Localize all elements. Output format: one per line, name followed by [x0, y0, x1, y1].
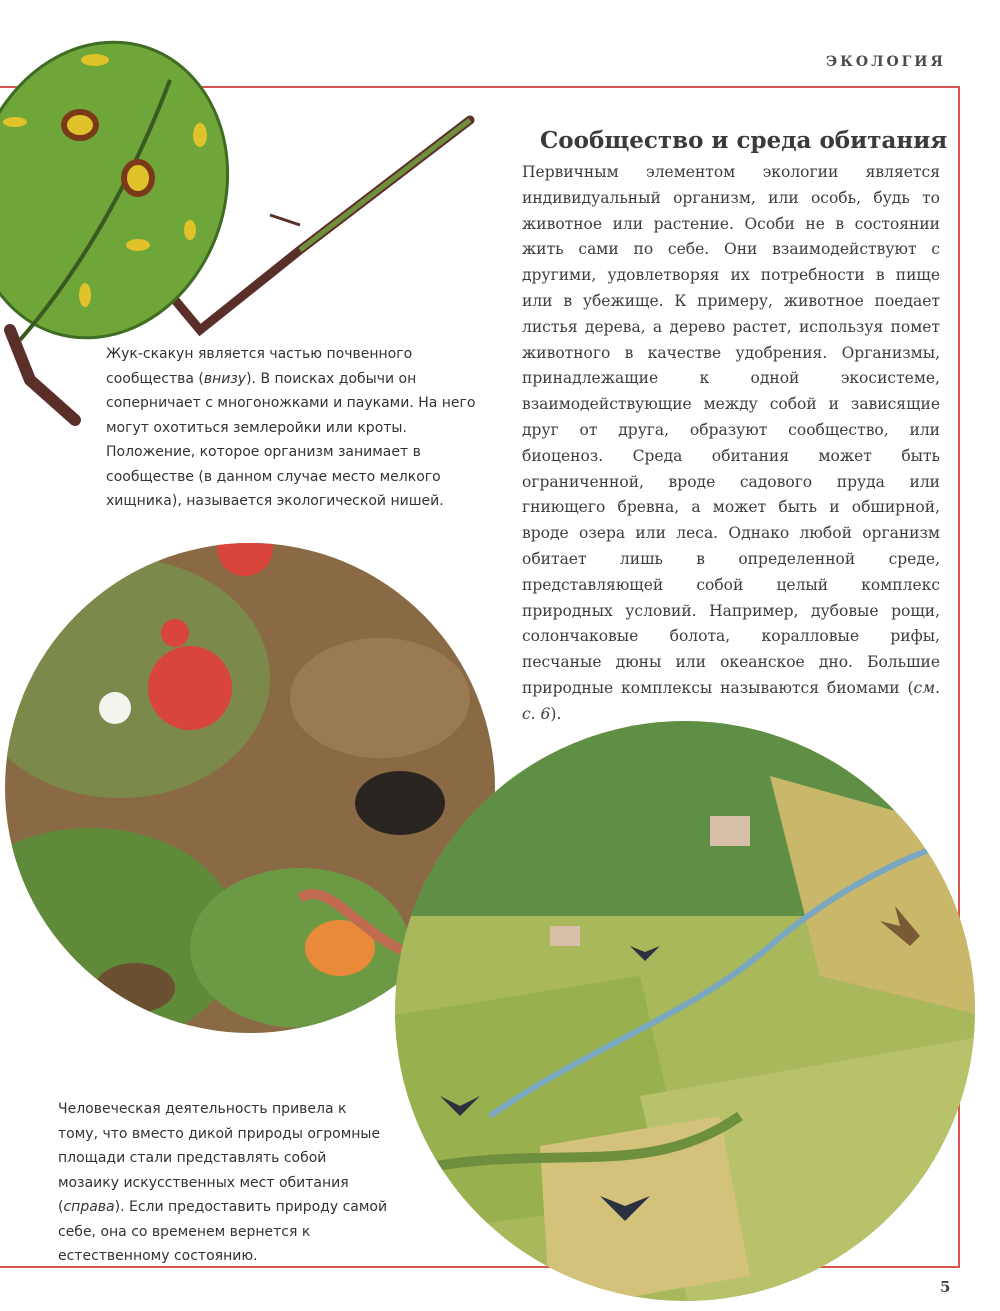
beetle-caption: Жук-скакун является частью почвенного сообщества (внизу). В поисках добычи он соперничает с многоножками и пауками. На него могут охотиться землеройки или кроты. Положение, которое организм занимает в сообществе (в данном случае место мелкого хищника), называется экологической нишей.: [106, 346, 476, 509]
article-body: [522, 160, 940, 728]
article-title: Сообщество и среда обитания: [540, 127, 948, 155]
beetle-caption-direction: внизу: [203, 370, 247, 387]
human-activity-caption: Человеческая деятельность привела к тому, что вместо дикой природы огромные площади стали представлять собой мозаику искусственных мест обитания (справа). Если предоставить природу самой себе, она со временем вернется к естественному состоянию.: [58, 1101, 388, 1264]
article-body-end: ).: [550, 704, 562, 723]
article-body-reference: см. с. 6: [522, 678, 940, 723]
landscape-mosaic-illustration: [390, 716, 985, 1311]
article-body-text: Первичным элементом экологии является индивидуальный организм, или особь, будь то животное или растение. Особи не в состоянии жить сами по себе. Они взаимодействуют с другими, удовлетворяя их потребности в пище или в убежище. К примеру, животное поедает листья дерева, а дерево растет, используя помет животного в качестве удобрения. Организмы, принадлежащие к одной экосистеме, взаимодействующие между собой и зависящие друг от друга, образуют сообщество, или биоценоз. Среда обитания может быть ограниченной, вроде садового пруда или гниющего бревна, а может быть и обширной, вроде озера или леса. Однако любой организм обитает лишь в определенной среде, представляющей собой целый комплекс природных условий. Например, дубовые рощи, солончаковые болота, коралловые рифы, песчаные дюны или океанское дно. Большие природные комплексы называются биомами (: [522, 163, 940, 697]
page-number: 5: [940, 1278, 951, 1296]
section-header: ЭКОЛОГИЯ: [826, 54, 946, 70]
human-caption-direction: справа: [63, 1199, 115, 1215]
